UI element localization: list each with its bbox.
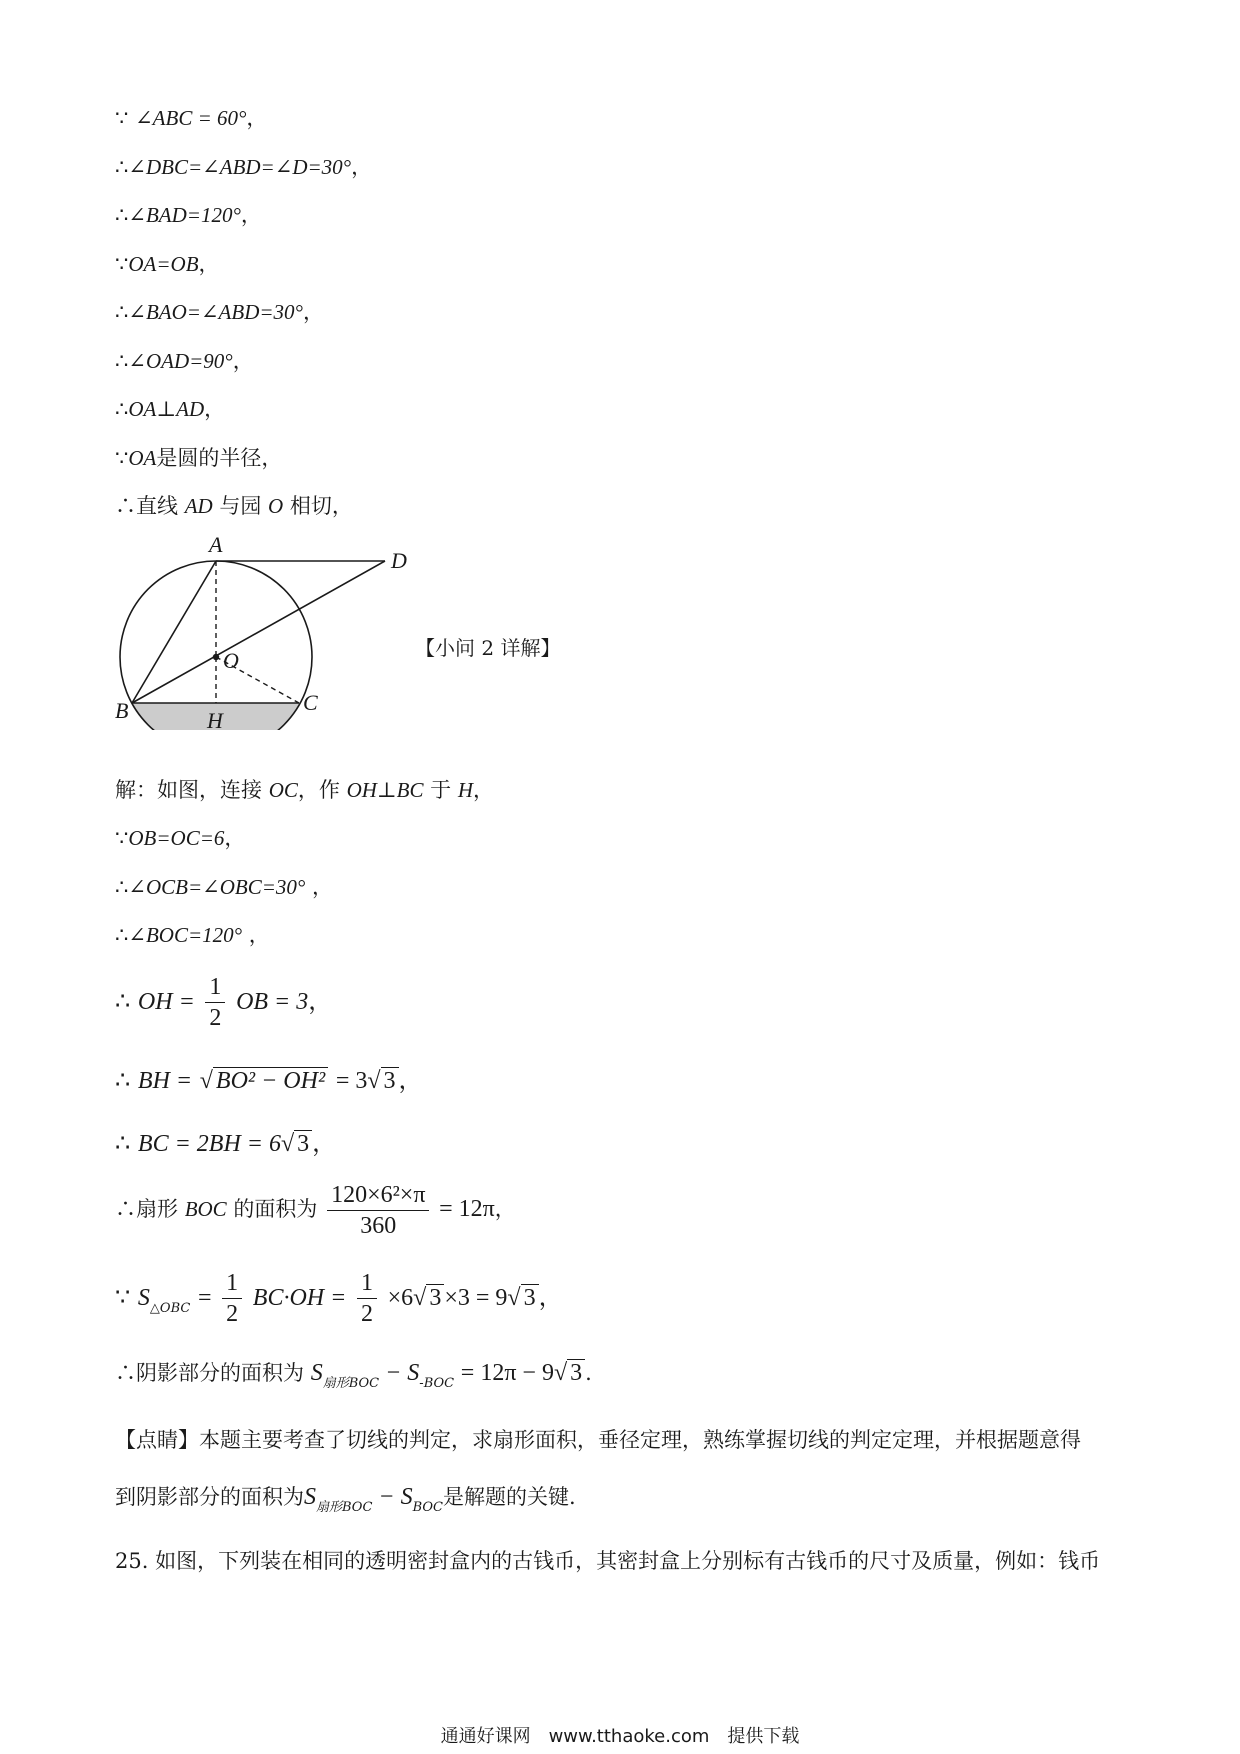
solution-line-4: ∴∠BOC=120° ， bbox=[115, 923, 270, 947]
proof-line-8: ∵OA是圆的半径， bbox=[115, 446, 283, 470]
solution-line-8: ∴扇形 BOC 的面积为 $\frac{\text{120×6²×π}}{360}$ = 12π， bbox=[115, 1182, 516, 1239]
proof-line-9: ∴直线 AD 与园 O 相切， bbox=[115, 494, 353, 518]
label-a: A bbox=[209, 532, 223, 557]
fraction-half-2: $\frac{1}{2}$ bbox=[357, 1268, 377, 1329]
proof-line-7: ∴OA⊥AD， bbox=[115, 397, 226, 421]
question-25: 25. 如图，下列装在相同的透明密封盒内的古钱币，其密封盒上分别标有古钱币的尺寸及质量，例如：钱币 bbox=[115, 1549, 1101, 1573]
label-c: C bbox=[303, 690, 318, 715]
proof-line-4: ∵OA=OB， bbox=[115, 252, 220, 276]
proof-line-3: ∴∠BAD=120°， bbox=[115, 203, 262, 227]
line-bd bbox=[132, 561, 385, 703]
solution-line-3: ∴∠OCB=∠OBC=30° ， bbox=[115, 875, 333, 899]
proof-line-2: ∴∠DBC=∠ABD=∠D=30°， bbox=[115, 155, 373, 179]
fraction-half-1: $\frac{1}{2}$ bbox=[222, 1268, 242, 1329]
shaded-segment bbox=[105, 703, 425, 730]
solution-line-1: 解：如图，连接 OC，作 OH⊥BC 于 H， bbox=[115, 778, 495, 802]
section-heading-part2: 【小问 2 详解】 bbox=[415, 636, 561, 660]
center-point-o bbox=[213, 654, 219, 660]
proof-line-5: ∴∠BAO=∠ABD=30°， bbox=[115, 300, 324, 324]
line-ab bbox=[132, 561, 216, 703]
label-o: O bbox=[223, 648, 239, 673]
footer-credit: 通通好课网 www.tthaoke.com 提供下载 bbox=[440, 1726, 800, 1747]
label-h: H bbox=[207, 708, 223, 730]
proof-line-6: ∴∠OAD=90°， bbox=[115, 349, 254, 373]
solution-line-7: ∴ BC = 2BH = 6√ 3 ， bbox=[115, 1129, 337, 1157]
comment-line-1: 【点睛】本题主要考查了切线的判定，求扇形面积，垂径定理，熟练掌握切线的判定定理，并根据题意得 bbox=[115, 1428, 1081, 1452]
sqrt-radicand: BO² − OH² bbox=[213, 1067, 328, 1094]
label-d: D bbox=[391, 548, 407, 573]
fraction-half: $\frac{1}{2}$ bbox=[205, 972, 225, 1033]
comment-line-2: 到阴影部分的面积为$S_{扇形BOC} - S_{BOC}$是解题的关键. bbox=[115, 1484, 576, 1515]
label-b: B bbox=[115, 698, 129, 723]
solution-line-2: ∵OB=OC=6， bbox=[115, 826, 246, 850]
solution-line-10: ∴阴影部分的面积为 $S_{扇形BOC} - S_{-BOC} = 12\pi - 9√$ 3 . bbox=[115, 1360, 592, 1391]
fraction-sector-area: $\frac{\text{120×6²×π}}{360}$ bbox=[327, 1180, 429, 1241]
geometry-figure bbox=[105, 530, 425, 730]
solution-line-9: ∵ $S_{\triangle OBC}$ = $\frac{1}{2}$ BC·OH = $\frac{1}{2}$ ×6√ 3 ×3 = 9√ 3 ， bbox=[115, 1270, 563, 1327]
proof-line-1: ∵ ∠ABC = 60°， bbox=[115, 106, 268, 130]
solution-line-6: ∴ BH = √ BO² − OH² = 3√ 3 ， bbox=[115, 1066, 423, 1094]
solution-line-5: ∴ OH = $\frac{1}{2}$ OB = 3， bbox=[115, 974, 333, 1031]
